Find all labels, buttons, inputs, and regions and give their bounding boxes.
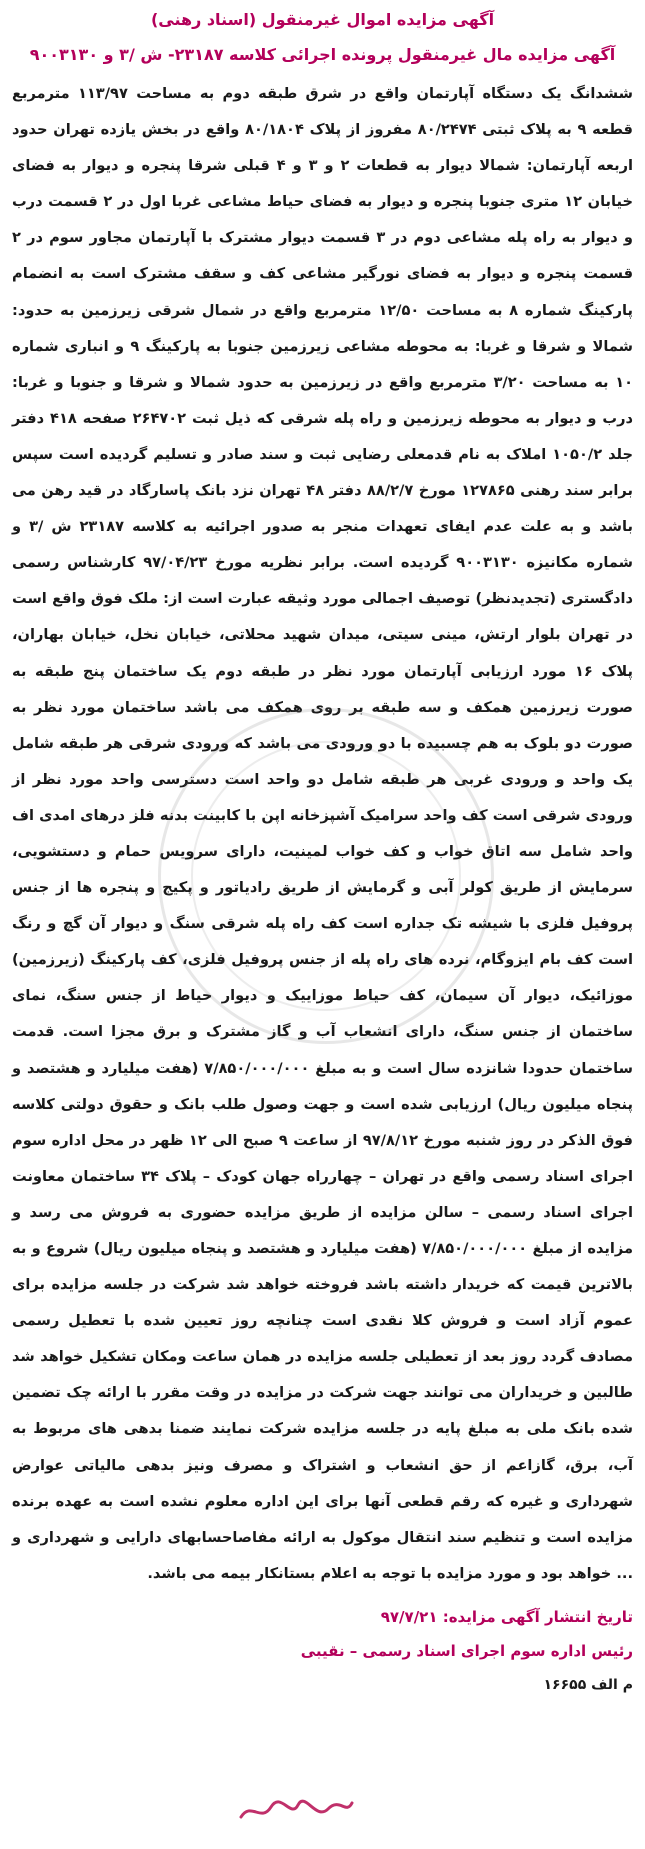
notice-page	[8, 8, 637, 1833]
notice-body: ششدانگ یک دستگاه آپارتمان واقع در شرق طبقه دوم به مساحت ۱۱۳/۹۷ مترمربع قطعه ۹ به پلاک ثبتی ۸۰/۲۴۷۴ مفروز از پلاک ۸۰/۱۸۰۴ واقع در بخش یازده تهران حدود اربعه آپارتمان: شمالا دیوار به قطعات ۲ و ۳ و ۴ قبلی شرقا پنجره و دیوار به فضای خیابان ۱۲ متری جنوبا پنجره و دیوار به فضای حیاط مشاعی غربا اول در ۲ قسمت درب و دیوار به راه پله مشاعی دوم در ۳ قسمت دیوار مشترک با آپارتمان مجاور سوم در ۲ قسمت پنجره و دیوار به فضای نورگیر مشاعی کف و سقف مشترک است به انضمام پارکینگ شماره ۸ به مساحت ۱۲/۵۰ مترمربع واقع در شمال شرقی زیرزمین به حدود: شمالا و شرقا و غربا: به محوطه مشاعی زیرزمین جنوبا به پارکینگ ۹ و انباری شماره ۱۰ به مساحت ۳/۲۰ مترمربع واقع در زیرزمین به حدود شمالا و شرقا و جنوبا و غربا: درب و دیوار به محوطه زیرزمین و راه پله شرقی که ذیل ثبت ۲۶۴۷۰۲ صفحه ۴۱۸ دفتر جلد ۱۰۵۰/۲ املاک به نام قدمعلی رضایی ثبت و سند صادر و تسلیم گردیده است سپس برابر سند رهنی ۱۲۷۸۶۵ مورخ ۸۸/۲/۷ دفتر ۴۸ تهران نزد بانک پاسارگاد در قید رهن می باشد و به علت عدم ایفای تعهدات منجر به صدور اجرائیه به کلاسه ۲۳۱۸۷ ش /۳ و شماره مکانیزه ۹۰۰۳۱۳۰ گردیده است. برابر نظریه مورخ ۹۷/۰۴/۲۳ کارشناس رسمی دادگستری (تجدیدنظر) توصیف اجمالی مورد وثیقه عبارت است از: ملک فوق واقع است در تهران بلوار ارتش، مینی سیتی، میدان شهید محلاتی، خیابان نخل، خیابان بهاران، پلاک ۱۶ مورد ارزیابی آپارتمان مورد نظر در طبقه دوم یک ساختمان پنج طبقه به صورت زیرزمین همکف و سه طبقه بر روی همکف می باشد ساختمان مورد نظر به صورت دو بلوک به هم چسبیده با دو ورودی می باشد که ورودی شرقی هر طبقه شامل یک واحد و ورودی غربی هر طبقه شامل دو واحد است دسترسی واحد مورد نظر از ورودی شرقی است کف واحد سرامیک آشپزخانه اپن با کابینت بدنه فلز درهای امدی اف واحد شامل سه اتاق خواب و کف خواب لمینیت، دارای سرویس حمام و دستشویی، سرمایش از طریق کولر آبی و گرمایش از طریق رادیاتور و پکیج و پنجره ها از جنس پروفیل فلزی با شیشه تک جداره است کف راه پله شرقی سنگ و دیوار آن گچ و رنگ است کف بام ایزوگام، نرده های راه پله از جنس پروفیل فلزی، کف پارکینگ (زیرزمین) موزائیک، دیوار آن سیمان، کف حیاط موزاییک و دیوار حیاط از جنس سنگ، نمای ساختمان از جنس سنگ، دارای انشعاب آب و گاز مشترک و برق مجزا است. قدمت ساختمان حدودا شانزده سال است و به مبلغ ۷/۸۵۰/۰۰۰/۰۰۰ (هفت میلیارد و هشتصد و پنجاه میلیون ریال) ارزیابی شده است و جهت وصول طلب بانک و حقوق دولتی کلاسه فوق الذکر در روز شنبه مورخ ۹۷/۸/۱۲ از ساعت ۹ صبح الی ۱۲ ظهر در محل اداره سوم اجرای اسناد رسمی واقع در تهران – چهارراه جهان کودک – پلاک ۳۴ ساختمان معاونت اجرای اسناد رسمی – سالن مزایده از طریق مزایده حضوری به فروش می رسد و مزایده از مبلغ ۷/۸۵۰/۰۰۰/۰۰۰ (هفت میلیارد و هشتصد و پنجاه میلیون ریال) شروع و به بالاترین قیمت که خریدار داشته باشد فروخته خواهد شد شرکت در جلسه مزایده برای عموم آزاد است و فروش کلا نقدی است چنانچه روز تعیین شده با تعطیل رسمی مصادف گردد روز بعد از تعطیلی جلسه مزایده در همان ساعت ومکان تشکیل خواهد شد طالبین و خریداران می توانند جهت شرکت در مزایده در وقت مقرر با ارائه چک تضمین شده بانک ملی به مبلغ پایه در جلسه مزایده شرکت نمایند ضمنا بدهی های مربوط به آب، برق، گازاعم از حق انشعاب و اشتراک و مصرف ونیز بدهی مالیاتی عوارض شهرداری و غیره که رقم قطعی آنها برای این اداره معلوم نشده است به عهده برنده مزایده است و تنظیم سند انتقال موکول به ارائه مفاصاحسابهای دارایی و شهرداری و ... خواهد بود و مورد مزایده با توجه به اعلام بستانکار بیمه می باشد.	[12, 85, 634, 1582]
notice-title: آگهی مزایده اموال غیرمنقول (اسناد رهنی)	[150, 10, 495, 29]
reference-code: م الف ۱۶۶۵۵	[543, 1676, 633, 1693]
handwritten-mark	[236, 1793, 356, 1827]
signature-line: رئیس اداره سوم اجرای اسناد رسمی – نقیبی	[300, 1641, 633, 1660]
publication-date: تاریخ انتشار آگهی مزایده: ۹۷/۷/۲۱	[380, 1607, 633, 1626]
case-heading: آگهی مزایده مال غیرمنقول پرونده اجرائی کلاسه ۲۳۱۸۷- ش /۳ و ۹۰۰۳۱۳۰	[29, 45, 616, 64]
